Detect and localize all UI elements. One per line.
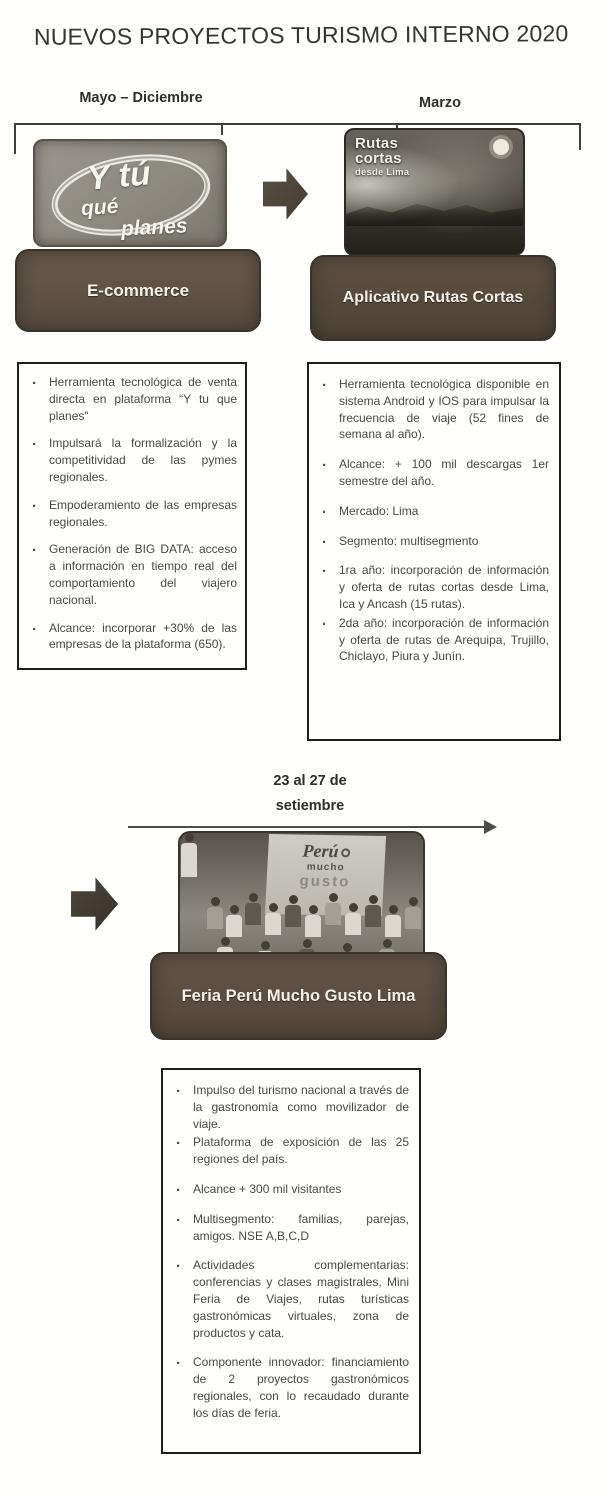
feria-date-line2: setiembre <box>275 797 345 814</box>
bullet-item: · Herramienta tecnológica de venta directa en plataforma “Y tu que planes” <box>25 374 237 424</box>
bullet-item: · 2da año: incorporación de información y oferta de rutas de Arequipa, Trujillo, Chiclayo, Piura y Junín. <box>315 615 549 665</box>
bullet-item: · Componente innovador: financiamiento de 2 proyectos gastronómicos regionales, con lo recaudado durante los días de feria. <box>169 1354 409 1421</box>
feria-date-line1: 23 al 27 de <box>273 773 347 789</box>
crowd-figure <box>364 895 382 927</box>
ecommerce-details-box <box>17 362 247 670</box>
project-label-rutas-cortas-text: Aplicativo Rutas Cortas <box>342 289 524 306</box>
crowd-figure <box>180 833 198 877</box>
bullet-item: · Alcance: incorporar +30% de las empresas de la plataforma (650). <box>25 620 237 654</box>
project-label-ecommerce <box>15 249 261 332</box>
moon-icon <box>493 139 509 155</box>
timeline-period-marzo: Marzo <box>419 95 461 111</box>
logo-text-line3: planes <box>120 214 189 241</box>
timeline-tick-right <box>579 123 581 150</box>
arrow-right-icon <box>71 875 118 933</box>
feria-banner-line1 <box>268 840 386 863</box>
rutas-image-line3: desde Lima <box>355 166 410 178</box>
crowd-figure <box>324 893 342 925</box>
rutas-cortas-details-box <box>307 362 561 741</box>
bullet-item: · Generación de BIG DATA: acceso a información en tiempo real del comportamiento del viajero nacional. <box>25 541 237 608</box>
rutas-cortas-bullet-list <box>315 376 549 665</box>
mountain-silhouette <box>346 196 523 226</box>
feria-banner-line3: gusto <box>299 872 352 891</box>
ecommerce-bullet-list <box>25 374 237 653</box>
feria-details-box <box>161 1068 421 1454</box>
crowd-figure <box>404 897 422 929</box>
rutas-image-line1: Rutas <box>355 135 399 152</box>
project-label-feria <box>150 952 447 1040</box>
timeline-bracket-line <box>14 123 581 125</box>
timeline-tick-left <box>14 123 16 154</box>
timeline-period-mayo-diciembre: Mayo – Diciembre <box>79 90 203 106</box>
bullet-item: · 1ra año: incorporación de información y oferta de rutas cortas desde Lima, Ica y Ancash (15 rutas). <box>315 562 549 612</box>
bullet-item: · Alcance: + 100 mil descargas 1er semestre del año. <box>315 456 549 490</box>
swirl-logo-icon <box>342 849 351 858</box>
feria-timeline-line <box>128 826 486 828</box>
crowd-figure <box>225 905 243 937</box>
crowd-figure <box>384 905 402 937</box>
project-label-ecommerce-text: E-commerce <box>86 280 190 300</box>
timeline-period-feria <box>230 769 390 818</box>
crowd-figure <box>244 893 262 925</box>
crowd-figure <box>206 897 224 929</box>
project-label-feria-text: Feria Perú Mucho Gusto Lima <box>181 986 416 1005</box>
bullet-item: · Plataforma de exposición de las 25 regiones del país. <box>169 1134 409 1168</box>
bullet-item: · Impulsará la formalización y la competitividad de las pymes regionales. <box>25 435 237 485</box>
page-title: NUEVOS PROYECTOS TURISMO INTERNO 2020 <box>33 20 569 50</box>
feria-banner-line2: mucho <box>306 861 346 874</box>
bullet-item: · Alcance + 300 mil visitantes <box>169 1181 409 1198</box>
bullet-item: · Herramienta tecnológica disponible en sistema Android y IOS para impulsar la frecuencia de viaje (52 fines de semana al año). <box>315 376 549 443</box>
ytuqueplanes-logo-image <box>33 139 227 247</box>
rutas-cortas-app-image <box>344 128 525 256</box>
feria-banner-line1-text: Perú <box>302 840 340 862</box>
feria-bullet-list <box>169 1082 409 1422</box>
logo-text-line1: Y tú <box>85 154 153 198</box>
crowd-figure <box>264 903 282 935</box>
crowd-figure <box>344 903 362 935</box>
bullet-item: · Segmento: multisegmento <box>315 533 549 550</box>
feria-timeline-arrowhead-icon <box>484 820 497 834</box>
bullet-item: · Mercado: Lima <box>315 503 549 520</box>
arrow-right-icon <box>263 166 308 222</box>
timeline-tick-mid-left <box>221 123 223 135</box>
bullet-item: · Empoderamiento de las empresas regionales. <box>25 497 237 531</box>
bullet-item: · Actividades complementarias: conferencias y clases magistrales, Mini Feria de Viajes, rutas turísticas gastronómicas virtuales, zona de productos y cata. <box>169 1257 409 1341</box>
project-label-rutas-cortas <box>310 255 556 341</box>
logo-text-line2: qué <box>80 194 120 221</box>
rutas-image-line2: cortas <box>355 150 402 168</box>
rutas-image-caption <box>355 136 409 177</box>
bullet-item: · Impulso del turismo nacional a través de la gastronomía como movilizador de viaje. <box>169 1082 409 1132</box>
crowd-figure <box>304 905 322 937</box>
crowd-figure <box>284 895 302 927</box>
bullet-item: · Multisegmento: familias, parejas, amigos. NSE A,B,C,D <box>169 1211 409 1245</box>
